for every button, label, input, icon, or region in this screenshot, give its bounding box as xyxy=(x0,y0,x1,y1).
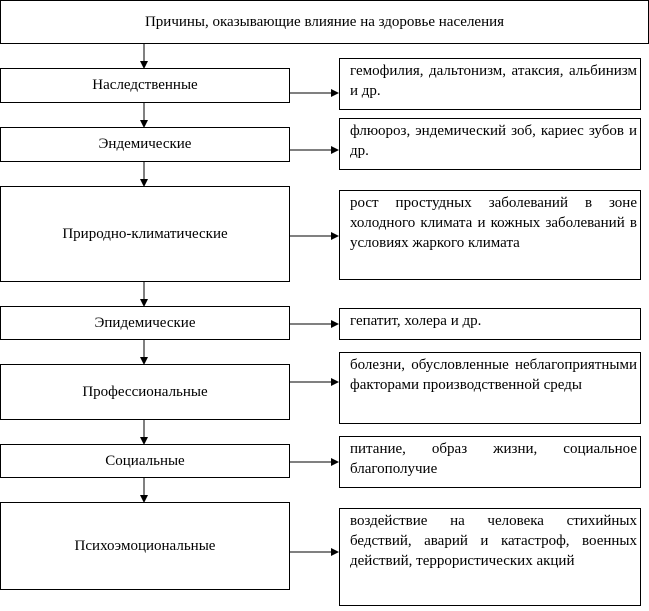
description-text: гепатит, холера и др. xyxy=(350,313,482,329)
description-text: рост простудных заболеваний в зоне холодного климата и кожных заболеваний в условиях жаркого климата xyxy=(350,195,637,251)
description-box-endemic xyxy=(339,118,641,170)
category-box-climatic xyxy=(0,186,290,282)
category-box-hereditary xyxy=(0,68,290,103)
description-text: гемофилия, дальтонизм, атаксия, альбинизм и др. xyxy=(350,63,637,99)
category-box-social xyxy=(0,444,290,478)
description-text: флюороз, эндемический зоб, кариес зубов и др. xyxy=(350,123,637,159)
category-label: Эндемические xyxy=(98,136,192,152)
diagram-title-text: Причины, оказывающие влияние на здоровье населения xyxy=(144,13,505,30)
category-label: Природно-климатические xyxy=(62,225,228,242)
description-text: воздействие на человека стихийных бедствий, аварий и катастроф, военных действий, террористических акций xyxy=(350,513,637,569)
description-box-climatic xyxy=(339,190,641,280)
description-box-hereditary xyxy=(339,58,641,110)
description-box-social xyxy=(339,436,641,488)
category-box-epidemic xyxy=(0,306,290,340)
diagram-title xyxy=(0,0,649,44)
description-box-psycho-emotional xyxy=(339,508,641,606)
category-label: Психоэмоциональные xyxy=(74,537,216,554)
category-box-psycho-emotional xyxy=(0,502,290,590)
category-label: Наследственные xyxy=(92,77,198,93)
category-label: Социальные xyxy=(105,452,185,469)
category-box-professional xyxy=(0,364,290,420)
description-text: питание, образ жизни, социальное благополучие xyxy=(350,441,637,477)
category-label: Эпидемические xyxy=(94,314,196,331)
description-text: болезни, обусловленные неблагоприятными факторами производственной среды xyxy=(350,357,637,393)
category-label: Профессиональные xyxy=(82,383,208,400)
description-box-professional xyxy=(339,352,641,424)
category-box-endemic xyxy=(0,127,290,162)
description-box-epidemic xyxy=(339,308,641,340)
